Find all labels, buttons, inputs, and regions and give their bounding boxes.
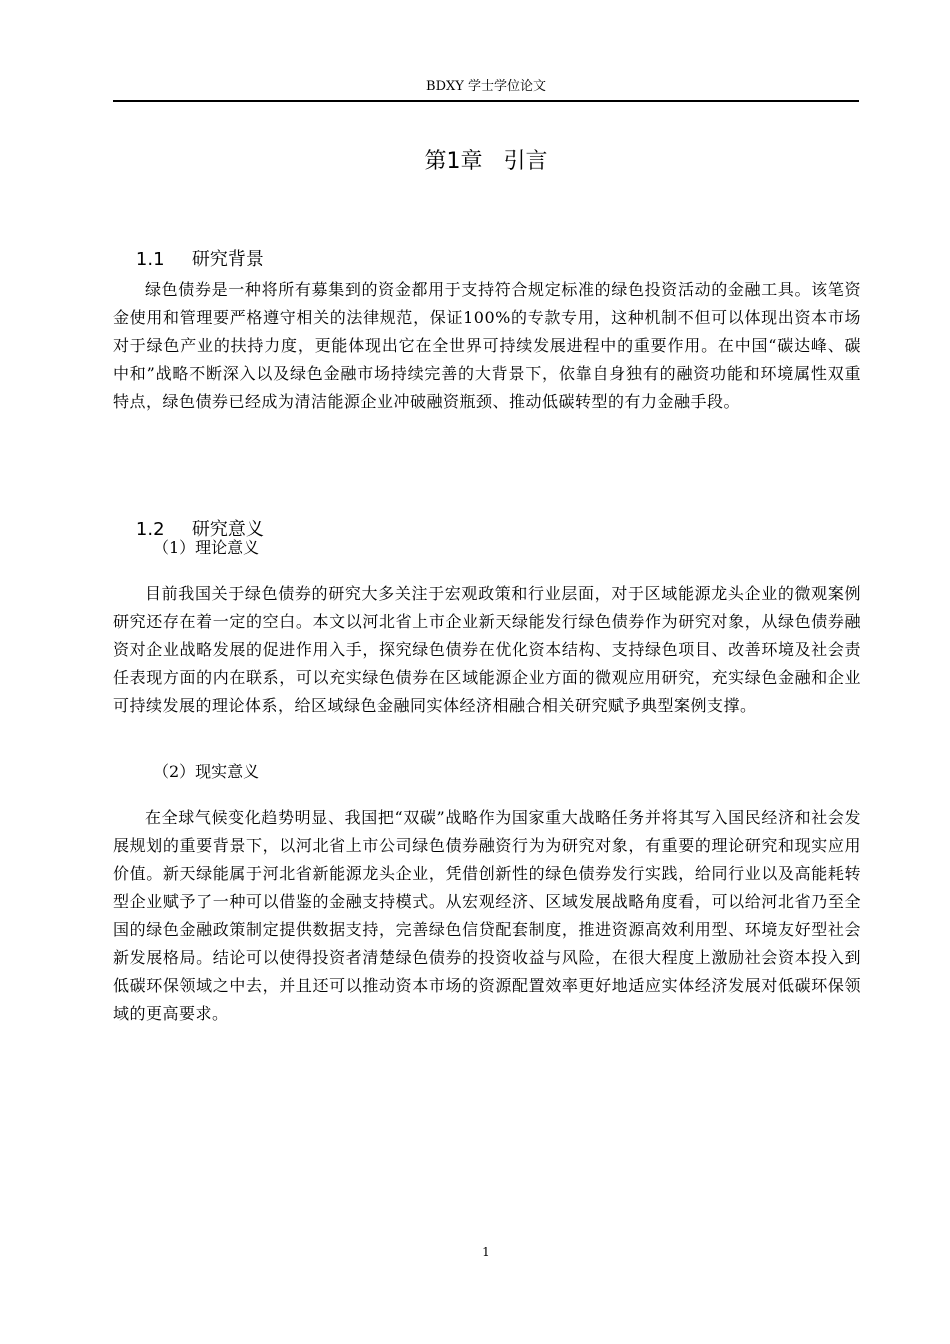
section-title: 研究意义: [191, 519, 264, 540]
section-number: 1.2: [135, 519, 165, 540]
section-number: 1.1: [135, 249, 165, 270]
background-paragraph: 绿色债券是一种将所有募集到的资金都用于支持符合规定标准的绿色投资活动的金融工具。该笔资金使用和管理要严格遵守相关的法律规范，保证100%的专款专用，这种机制不但可以体现出资本市场对于绿色产业的扶持力度，更能体现出它在全世界可持续发展进程中的重要作用。在中国“碳达峰、碳中和”战略不断深入以及绿色金融市场持续完善的大背景下，依靠自身独有的融资功能和环境属性双重特点，绿色债券已经成为清洁能源企业冲破融资瓶颈、推动低碳转型的有力金融手段。: [113, 280, 861, 411]
page-number: 1: [482, 1245, 490, 1259]
header-rule: [113, 100, 859, 102]
practical-paragraph: 在全球气候变化趋势明显、我国把“双碳”战略作为国家重大战略任务并将其写入国民经济和社会发展规划的重要背景下，以河北省上市公司绿色债券融资行为为研究对象，有重要的理论研究和现实应用价值。新天绿能属于河北省新能源龙头企业，凭借创新性的绿色债券发行实践，给同行业以及高能耗转型企业赋予了一种可以借鉴的金融支持模式。从宏观经济、区域发展战略角度看，可以给河北省乃至全国的绿色金融政策制定提供数据支持，完善绿色信贷配套制度，推进资源高效利用型、环境友好型社会新发展格局。结论可以使得投资者清楚绿色债券的投资收益与风险，在很大程度上激励社会资本投入到低碳环保领域之中去，并且还可以推动资本市场的资源配置效率更好地适应实体经济发展对低碳环保领域的更高要求。: [113, 808, 861, 1023]
subheading-theoretical: （1）理论意义: [153, 538, 260, 557]
subheading-practical: （2）现实意义: [153, 762, 260, 781]
chapter-title: 第1章 引言: [424, 149, 548, 174]
running-header: BDXY 学士学位论文: [426, 79, 546, 94]
theoretical-paragraph: 目前我国关于绿色债券的研究大多关注于宏观政策和行业层面，对于区域能源龙头企业的微观案例研究还存在着一定的空白。本文以河北省上市企业新天绿能发行绿色债券作为研究对象，从绿色债券融资对企业战略发展的促进作用入手，探究绿色债券在优化资本结构、支持绿色项目、改善环境及社会责任表现方面的内在联系，可以充实绿色债券在区域能源企业方面的微观应用研究，充实绿色金融和企业可持续发展的理论体系，给区域绿色金融同实体经济相融合相关研究赋予典型案例支撑。: [113, 584, 861, 715]
section-title: 研究背景: [191, 249, 264, 270]
